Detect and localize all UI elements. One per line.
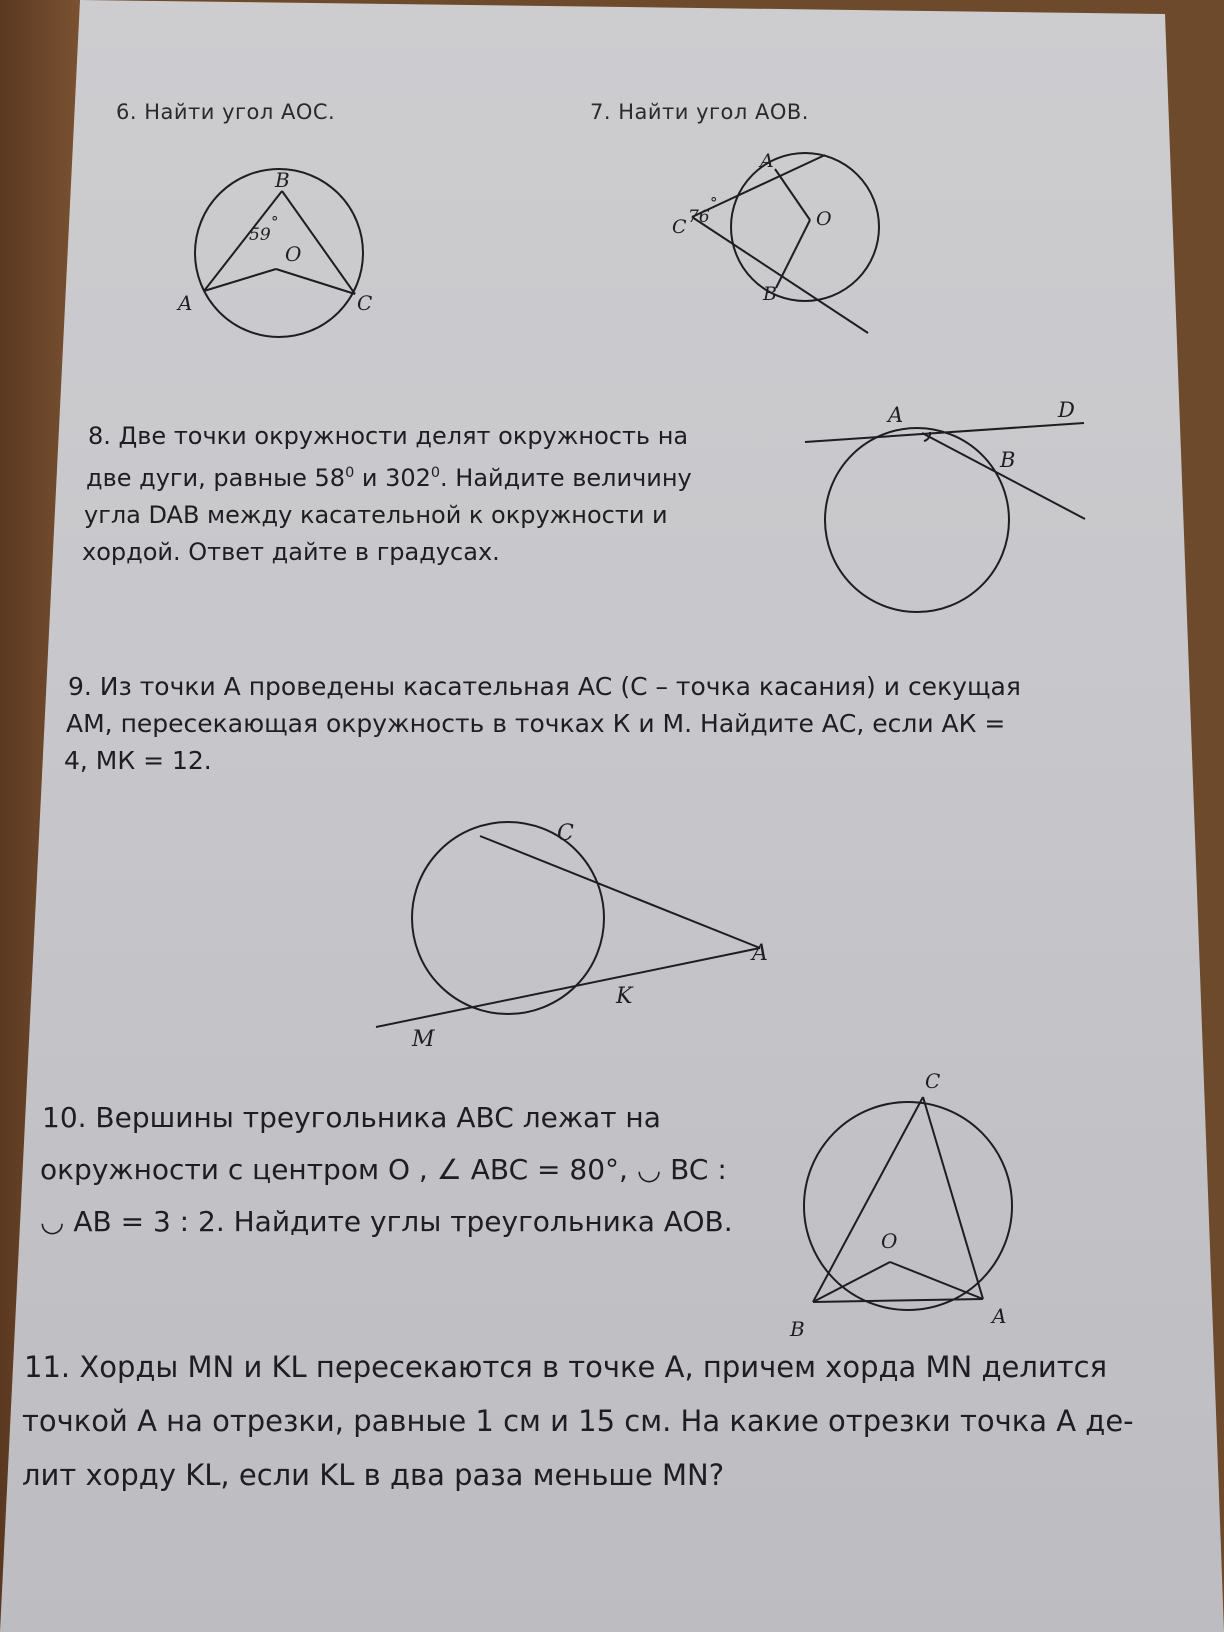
p11-line-1: 11. Хорды MN и KL пересекаются в точке A, причем хорда MN делится: [24, 1350, 1108, 1384]
p8-label-d: D: [1058, 398, 1075, 422]
p9-line-3: 4, МК = 12.: [64, 746, 212, 775]
problem-7-title: 7. Найти угол АОВ.: [590, 100, 809, 124]
p10-label-c: C: [925, 1069, 941, 1093]
problem-7-figure: [660, 145, 910, 345]
p7-angle-value: 76: [688, 207, 710, 227]
p6-label-o: O: [285, 242, 302, 266]
p8-label-a: A: [888, 403, 904, 427]
p10-line-1: 10. Вершины треугольника ABC лежат на: [42, 1101, 661, 1134]
p8-circle: [825, 428, 1009, 612]
p10-line-2: окружности с центром O , ∠ ABC = 80°, ◡ BC :: [40, 1153, 727, 1186]
p8-sup-1: 0: [345, 465, 355, 481]
p10-side-ab: [813, 1299, 983, 1302]
p6-label-a: A: [178, 291, 193, 315]
p9-line-1: 9. Из точки А проведены касательная АС (С – точка касания) и секущая: [68, 672, 1021, 701]
p7-angle-degree: °: [710, 194, 718, 212]
problem-9-figure: [370, 820, 790, 1060]
p9-label-m: M: [412, 1027, 435, 1052]
p6-radius-oc: [276, 269, 355, 294]
p7-label-b: B: [763, 283, 777, 305]
p8-label-b: B: [1000, 448, 1016, 472]
p7-label-o: O: [816, 208, 832, 230]
p8-sup-2: 0: [430, 465, 441, 481]
p6-label-b: B: [275, 168, 290, 192]
p8-line-2c: . Найдите величину: [440, 464, 692, 492]
problem-8-text: [82, 418, 692, 571]
p7-radius-oa: [775, 169, 810, 220]
p9-label-c: C: [557, 821, 574, 846]
problem-10-figure: [780, 1060, 1050, 1340]
p8-tangent-ad: [805, 423, 1084, 442]
p8-line-3: угла DAB между касательной к окружности и: [84, 501, 668, 529]
p9-label-k: K: [616, 984, 633, 1009]
problem-10-text: [42, 1092, 733, 1248]
p10-side-bc: [813, 1097, 923, 1302]
p8-line-1: 8. Две точки окружности делят окружность на: [88, 422, 689, 450]
p7-tangent-cb: [692, 217, 868, 333]
p11-line-3: лит хорду KL, если KL в два раза меньше MN?: [22, 1458, 725, 1492]
problem-6-figure: [170, 165, 390, 325]
problem-9-text: [64, 668, 1021, 779]
p7-label-c: C: [672, 216, 687, 238]
p7-radius-ob: [776, 220, 810, 288]
p9-secant-am: [376, 948, 760, 1027]
p6-label-c: C: [357, 291, 373, 315]
p8-line-4: хордой. Ответ дайте в градусах.: [82, 538, 500, 566]
problem-6-title: 6. Найти угол АОС.: [116, 100, 336, 124]
p6-radius-oa: [204, 269, 276, 291]
p8-secant-ab: [922, 433, 1085, 519]
p6-angle-value: 59: [249, 225, 271, 245]
problem-11-text: [24, 1340, 1134, 1502]
p9-line-2: АМ, пересекающая окружность в точках К и М. Найдите АС, если АК =: [66, 709, 1006, 738]
p10-label-b: B: [790, 1317, 805, 1341]
p10-circle: [804, 1102, 1012, 1310]
p10-label-o: O: [881, 1229, 898, 1253]
p7-label-a: A: [760, 150, 774, 172]
p10-radius-oa: [890, 1262, 983, 1299]
p9-tangent-ac: [480, 836, 760, 948]
p10-label-a: A: [992, 1304, 1007, 1328]
p10-side-ca: [923, 1097, 983, 1299]
p11-line-2: точкой A на отрезки, равные 1 см и 15 см. На какие отрезки точка A де-: [22, 1404, 1134, 1438]
p6-angle-degree: °: [271, 213, 279, 231]
p7-circle: [731, 153, 879, 301]
problem-8-figure: [800, 395, 1100, 625]
p8-line-2: [86, 455, 692, 497]
p8-line-2a: две дуги, равные 58: [86, 464, 346, 492]
p10-line-3: ◡ AB = 3 : 2. Найдите углы треугольника AOB.: [40, 1205, 733, 1238]
p9-label-a: A: [752, 941, 768, 966]
p8-line-2b: и 302: [354, 464, 431, 492]
